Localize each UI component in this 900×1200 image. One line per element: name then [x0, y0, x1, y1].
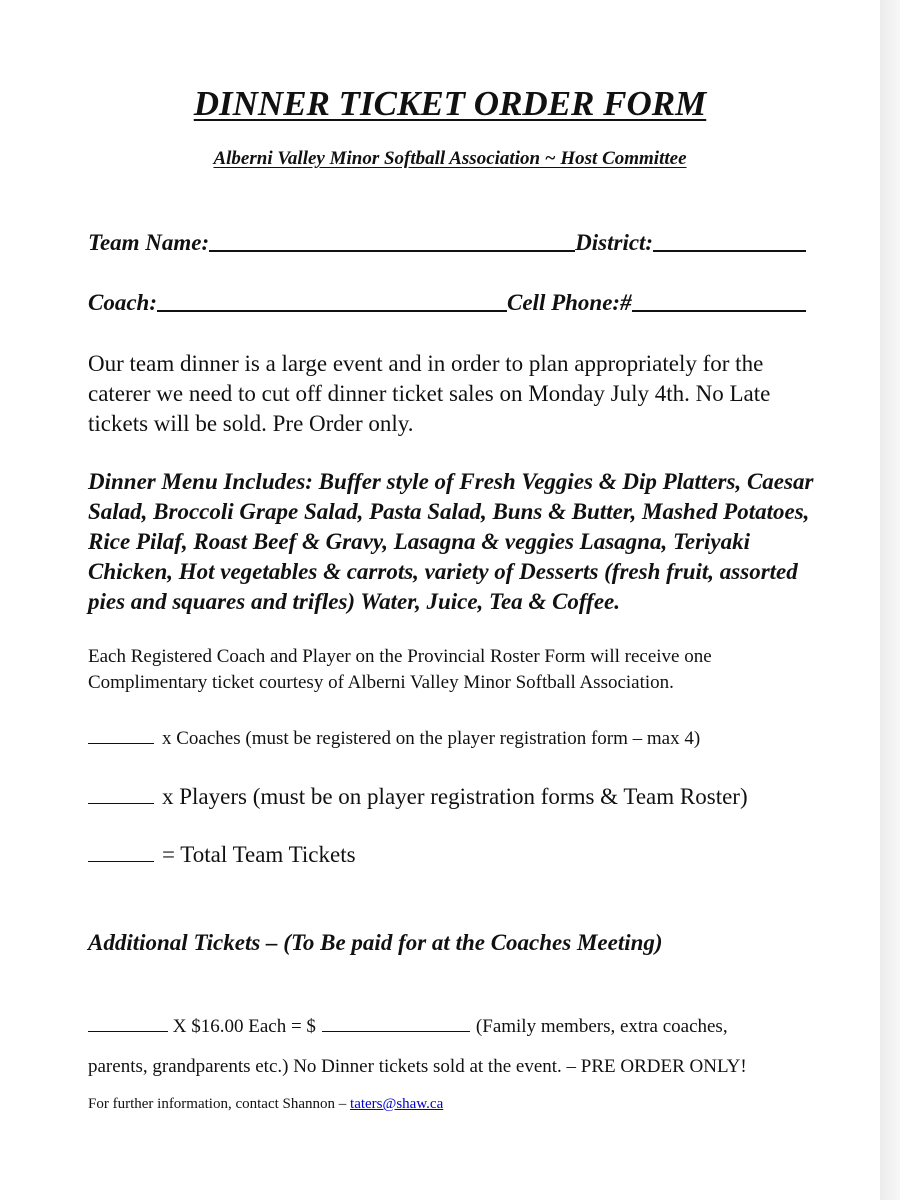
players-count-label: x Players (must be on player registration forms & Team Roster)	[162, 784, 748, 809]
additional-tickets-heading: Additional Tickets – (To Be paid for at the Coaches Meeting)	[88, 930, 663, 955]
page-edge	[880, 0, 900, 1200]
additional-price-row	[88, 1016, 728, 1038]
total-tickets-field[interactable]	[88, 861, 154, 862]
total-tickets-row	[88, 842, 356, 868]
form-title: DINNER TICKET ORDER FORM	[193, 84, 707, 123]
players-count-row	[88, 784, 748, 810]
intro-paragraph: Our team dinner is a large event and in order to plan appropriately for the caterer we need to cut off dinner ticket sales on Monday July 4th. No Late tickets will be sold. Pre Order only.	[88, 351, 771, 436]
coaches-count-row	[88, 728, 700, 750]
complimentary-paragraph: Each Registered Coach and Player on the Provincial Roster Form will receive one Complimentary ticket courtesy of Alberni Valley Minor Softball Association.	[88, 646, 712, 693]
total-tickets-label: = Total Team Tickets	[162, 842, 356, 867]
price-note-continued: parents, grandparents etc.) No Dinner tickets sold at the event. – PRE ORDER ONLY!	[88, 1056, 747, 1077]
coaches-count-label: x Coaches (must be registered on the player registration form – max 4)	[162, 728, 701, 749]
cell-phone-label: Cell Phone:#	[507, 290, 632, 315]
players-count-field[interactable]	[88, 803, 154, 804]
contact-email-link[interactable]: taters@shaw.ca	[350, 1096, 444, 1112]
menu-paragraph: Dinner Menu Includes: Buffer style of Fresh Veggies & Dip Platters, Caesar Salad, Broccoli Grape Salad, Pasta Salad, Buns & Butter, Mashed Potatoes, Rice Pilaf, Roast Beef & Gravy, Lasagna & veggies Lasagna, Teriyaki Chicken, Hot vegetables & carrots, variety of Desserts (fresh fruit, assorted pies and squares and trifles) Water, Juice, Tea & Coffee.	[88, 469, 814, 614]
price-each-label: X $16.00 Each = $	[172, 1016, 316, 1037]
contact-text: For further information, contact Shannon –	[88, 1096, 351, 1112]
team-name-field[interactable]	[209, 250, 575, 252]
coach-field[interactable]	[157, 310, 507, 312]
team-district-row	[88, 230, 806, 256]
additional-qty-field[interactable]	[88, 1031, 168, 1032]
additional-amount-field[interactable]	[322, 1031, 470, 1032]
team-name-label: Team Name:	[88, 230, 210, 255]
coach-phone-row	[88, 290, 806, 316]
form-subtitle: Alberni Valley Minor Softball Association ~ Host Committee	[213, 148, 687, 169]
district-label: District:	[575, 230, 654, 255]
cell-phone-field[interactable]	[632, 310, 806, 312]
coach-label: Coach:	[88, 290, 157, 315]
district-field[interactable]	[653, 250, 806, 252]
price-note: (Family members, extra coaches,	[475, 1016, 728, 1037]
contact-line	[88, 1096, 443, 1113]
coaches-count-field[interactable]	[88, 743, 154, 744]
